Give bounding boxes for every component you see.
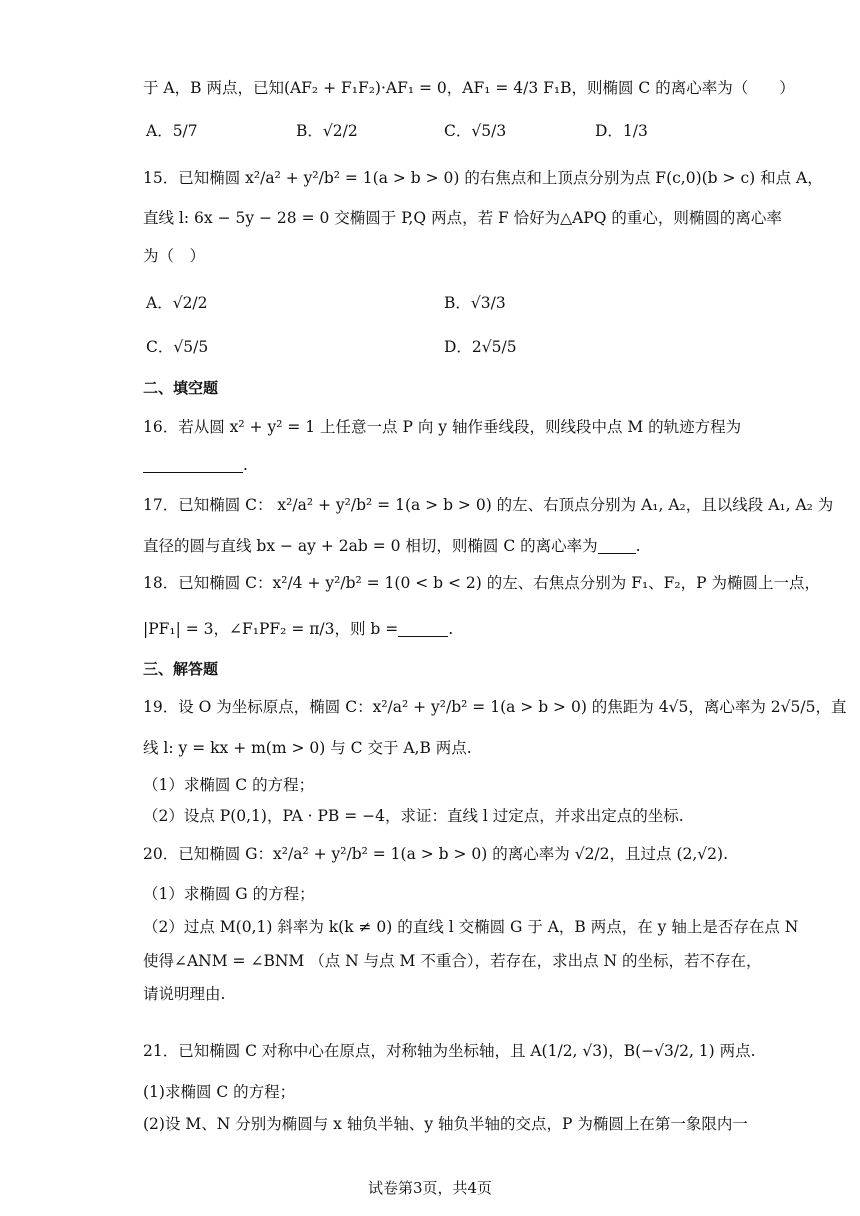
q14-option-b[interactable]: B．√2/2 xyxy=(296,122,358,140)
page-footer: 试卷第3页，共4页 xyxy=(367,1179,493,1197)
answer-blank[interactable] xyxy=(598,537,636,554)
section-heading: 三、解答题 xyxy=(143,660,219,678)
answer-blank[interactable] xyxy=(398,620,448,637)
exam-page: 于 A，B 两点，已知(AF₂ + F₁F₂)·AF₁ = 0，AF₁ = 4/3 F₁B，则椭圆 C 的离心率为（ ） A．5/7 B．√2/2 C．√5/3 D．1/3 15．已知椭圆 x²/a² + y²/b² = 1(a > b > 0) 的右焦点和上顶点分别为点 F(c,0)(b > c) 和点 A， 直线 l: 6x − 5y − 28 = 0 交椭圆于 P,Q 两点，若 F 恰好为△APQ 的重心，则椭圆的离心率 为（ ） A．√2/2 B．√3/3 C．√5/5 D．2√5/5 二、填空题 16．若从圆 x² + y² = 1 上任意一点 P 向 y 轴作垂线段，则线段中点 M 的轨迹方程为 . 17．已知椭圆 C： x²/a² + y²/b² = 1(a > b > 0) 的左、右顶点分别为 A₁, A₂，且以线段 A₁, A₂ 为 直径的圆与直线 bx − ay + 2ab = 0 相切，则椭圆 C 的离心率为 . 18．已知椭圆 C：x²/4 + y²/b² = 1(0 < b < 2) 的左、右焦点分别为 F₁、F₂，P 为椭圆上一点， |PF₁| = 3，∠F₁PF₂ = π/3，则 b = . 三、解答题 19．设 O 为坐标原点，椭圆 C：x²/a² + y²/b² = 1(a > b > 0) 的焦距为 4√5，离心率为 2√5/5，直 线 l: y = kx + m(m > 0) 与 C 交于 A,B 两点. （1）求椭圆 C 的方程； （2）设点 P(0,1)，PA · PB = −4，求证：直线 l 过定点，并求出定点的坐标. 20．已知椭圆 G：x²/a² + y²/b² = 1(a > b > 0) 的离心率为 √2/2，且过点 (2,√2). （1）求椭圆 G 的方程； （2）过点 M(0,1) 斜率为 k(k ≠ 0) 的直线 l 交椭圆 G 于 A，B 两点，在 y 轴上是否存在点 N 使得∠ANM = ∠BNM （点 N 与点 M 不重合），若存在，求出点 N 的坐标，若不存在， 请说明理由. 21．已知椭圆 C 对称中心在原点，对称轴为坐标轴，且 A(1/2, √3)，B(−√3/2, 1) 两点. (1)求椭圆 C 的方程； (2)设 M、N 分别为椭圆与 x 轴负半轴、y 轴负半轴的交点，P 为椭圆上在第一象限内一 试卷第3页，共4页 xyxy=(0,0,860,1216)
q14-option-c[interactable]: C．√5/3 xyxy=(444,122,507,140)
q14-option-d[interactable]: D．1/3 xyxy=(595,122,648,140)
q15-option-b[interactable]: B．√3/3 xyxy=(444,294,506,312)
answer-blank[interactable] xyxy=(143,456,243,473)
q14-option-a[interactable]: A．5/7 xyxy=(146,122,198,140)
q15-option-d[interactable]: D．2√5/5 xyxy=(444,338,517,356)
section-heading: 二、填空题 xyxy=(143,379,219,397)
q15-option-c[interactable]: C．√5/5 xyxy=(146,338,209,356)
q15-option-a[interactable]: A．√2/2 xyxy=(146,294,208,312)
